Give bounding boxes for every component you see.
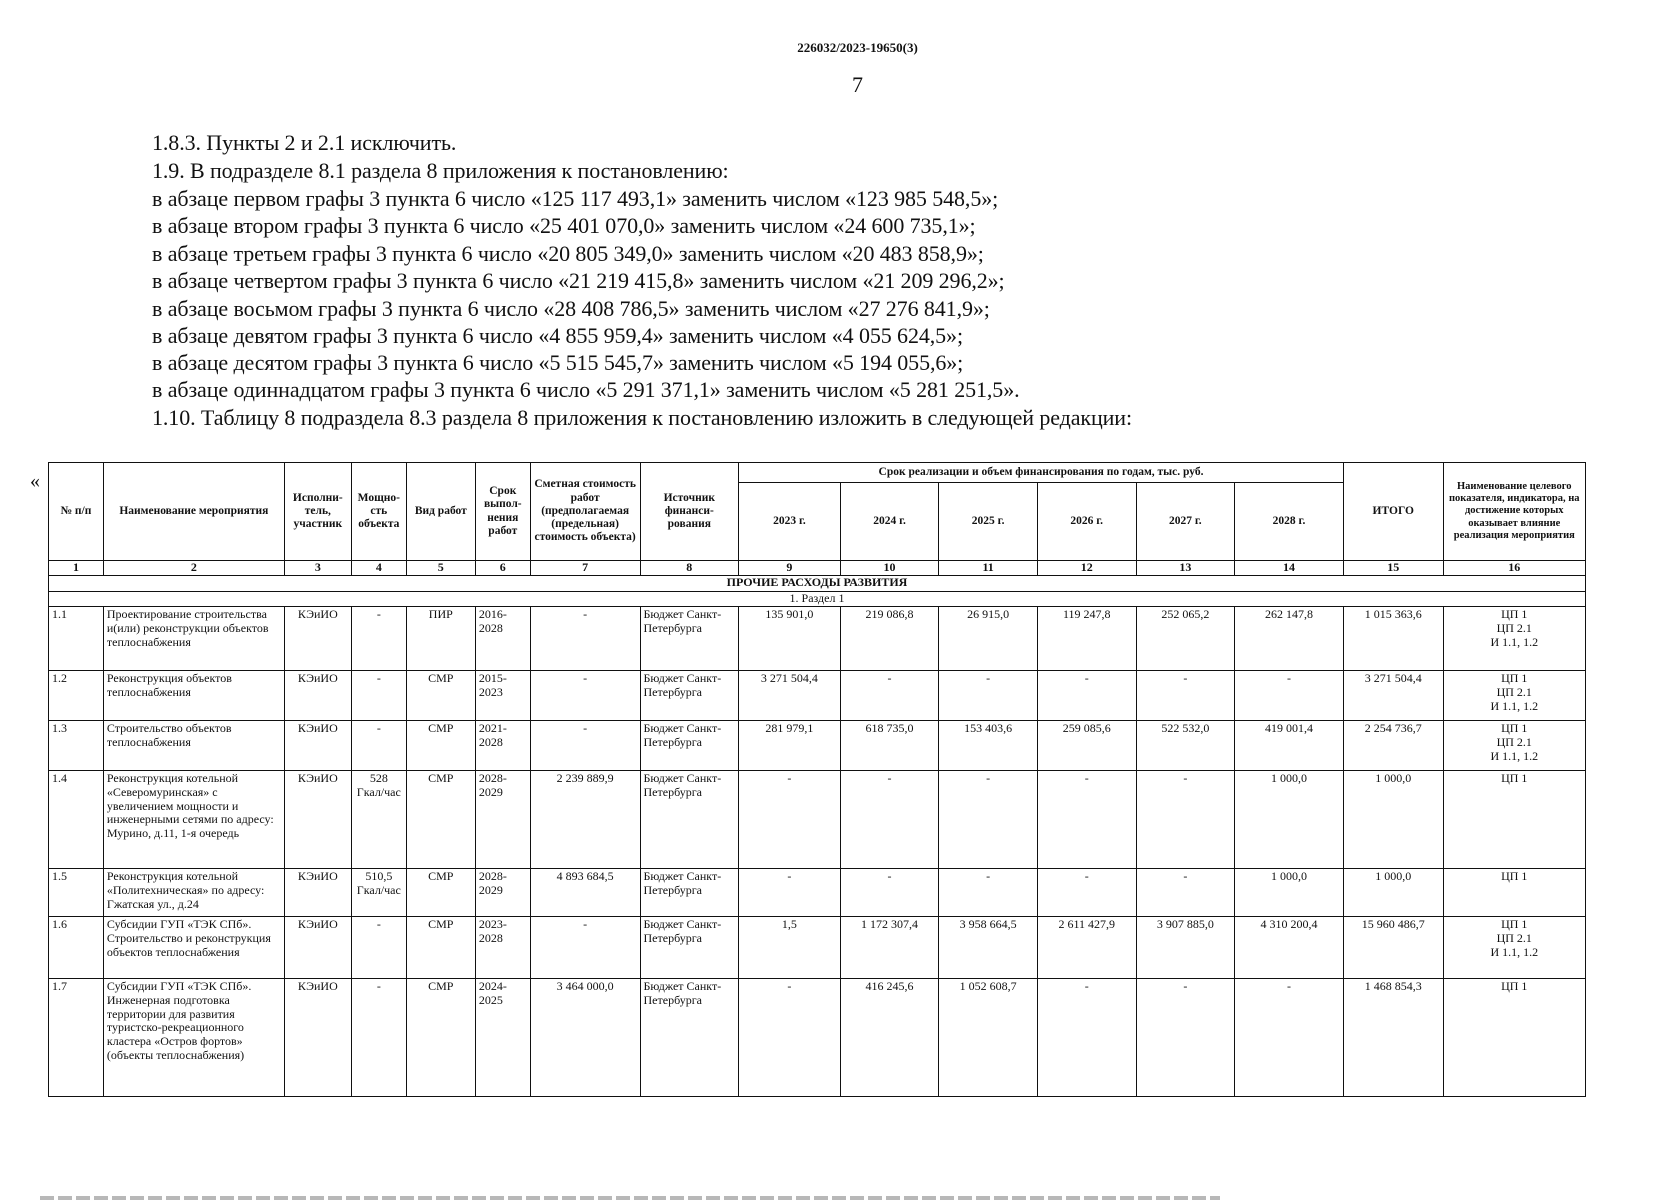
row-term: 2028-2029 [475, 869, 530, 917]
row-capacity: - [351, 917, 406, 979]
row-num: 1.7 [49, 979, 104, 1097]
row-total: 3 271 504,4 [1343, 671, 1443, 721]
table-row [49, 917, 1586, 979]
financing-table [48, 462, 1586, 1097]
row-year-value: 1 052 608,7 [939, 979, 1038, 1097]
row-name: Субсидии ГУП «ТЭК СПб». Инженерная подготовка территории для развития туристско-рекреационного кластера «Остров фортов» (объекты теплоснабжения) [103, 979, 284, 1097]
column-number: 2 [103, 561, 284, 576]
header-source: Источник финанси-рования [640, 463, 739, 561]
row-year-value: - [1136, 979, 1235, 1097]
row-work-type: СМР [406, 917, 475, 979]
row-term: 2028-2029 [475, 771, 530, 869]
row-indicator: ЦП 1 ЦП 2.1 И 1.1, 1.2 [1443, 917, 1585, 979]
header-year: 2024 г. [840, 483, 939, 561]
row-year-value: - [840, 869, 939, 917]
row-year-value: 119 247,8 [1037, 607, 1136, 671]
row-year-value: 219 086,8 [840, 607, 939, 671]
column-number: 14 [1235, 561, 1344, 576]
row-cost: - [530, 607, 640, 671]
row-total: 1 015 363,6 [1343, 607, 1443, 671]
header-year: 2026 г. [1037, 483, 1136, 561]
row-year-value: - [1037, 979, 1136, 1097]
header-indicator: Наименование целевого показателя, индикатора, на достижение которых оказывает влияние реализация мероприятия [1443, 463, 1585, 561]
column-number: 7 [530, 561, 640, 576]
row-year-value: - [739, 869, 841, 917]
row-year-value: - [1136, 869, 1235, 917]
row-indicator: ЦП 1 [1443, 869, 1585, 917]
row-work-type: СМР [406, 869, 475, 917]
scan-artifact-line [40, 1196, 1220, 1200]
document-number: 226032/2023-19650(3) [797, 40, 918, 55]
table-row [49, 607, 1586, 671]
row-year-value: - [1037, 771, 1136, 869]
row-capacity: 510,5 Гкал/час [351, 869, 406, 917]
header-total: ИТОГО [1343, 463, 1443, 561]
column-number: 15 [1343, 561, 1443, 576]
row-executor: КЭиИО [284, 869, 351, 917]
row-cost: 2 239 889,9 [530, 771, 640, 869]
row-indicator: ЦП 1 ЦП 2.1 И 1.1, 1.2 [1443, 607, 1585, 671]
subsection-row [49, 592, 1586, 607]
paragraph-1-10: 1.10. Таблицу 8 подраздела 8.3 раздела 8 приложения к постановлению изложить в следующей редакции: [152, 405, 1132, 430]
row-year-value: - [840, 771, 939, 869]
header-year: 2025 г. [939, 483, 1038, 561]
row-year-value: 4 310 200,4 [1235, 917, 1344, 979]
row-source: Бюджет Санкт-Петербурга [640, 607, 739, 671]
table-row [49, 979, 1586, 1097]
column-number: 10 [840, 561, 939, 576]
row-year-value: 259 085,6 [1037, 721, 1136, 771]
row-source: Бюджет Санкт-Петербурга [640, 979, 739, 1097]
column-number: 1 [49, 561, 104, 576]
row-year-value: - [1136, 671, 1235, 721]
row-work-type: СМР [406, 721, 475, 771]
row-cost: 3 464 000,0 [530, 979, 640, 1097]
row-year-value: 3 958 664,5 [939, 917, 1038, 979]
row-name: Реконструкция котельной «Северомуринская» с увеличением мощности и инженерными сетями по адресу: Мурино, д.11, 1-я очередь [103, 771, 284, 869]
row-year-value: - [1037, 869, 1136, 917]
row-term: 2021-2028 [475, 721, 530, 771]
row-year-value: - [939, 671, 1038, 721]
row-num: 1.1 [49, 607, 104, 671]
row-work-type: СМР [406, 771, 475, 869]
header-num: № п/п [49, 463, 104, 561]
row-year-value: - [1235, 671, 1344, 721]
header-year: 2028 г. [1235, 483, 1344, 561]
row-year-value: 252 065,2 [1136, 607, 1235, 671]
paragraph-1-8-3: 1.8.3. Пункты 2 и 2.1 исключить. [152, 130, 457, 155]
header-work-type: Вид работ [406, 463, 475, 561]
row-indicator: ЦП 1 [1443, 979, 1585, 1097]
row-num: 1.2 [49, 671, 104, 721]
row-name: Реконструкция котельной «Политехническая» по адресу: Гжатская ул., д.24 [103, 869, 284, 917]
row-source: Бюджет Санкт-Петербурга [640, 771, 739, 869]
row-year-value: - [840, 671, 939, 721]
table-row [49, 721, 1586, 771]
row-num: 1.4 [49, 771, 104, 869]
row-year-value: 1 000,0 [1235, 771, 1344, 869]
header-name: Наименование мероприятия [103, 463, 284, 561]
header-period-group: Срок реализации и объем финансирования по годам, тыс. руб. [739, 463, 1344, 483]
row-work-type: ПИР [406, 607, 475, 671]
row-source: Бюджет Санкт-Петербурга [640, 721, 739, 771]
row-year-value: 3 907 885,0 [1136, 917, 1235, 979]
row-year-value: 1 000,0 [1235, 869, 1344, 917]
column-number: 6 [475, 561, 530, 576]
row-name: Строительство объектов теплоснабжения [103, 721, 284, 771]
column-number: 3 [284, 561, 351, 576]
table-row [49, 771, 1586, 869]
header-term: Срок выпол-нения работ [475, 463, 530, 561]
row-year-value: 522 532,0 [1136, 721, 1235, 771]
row-year-value: 281 979,1 [739, 721, 841, 771]
section-row [49, 576, 1586, 592]
row-total: 1 000,0 [1343, 869, 1443, 917]
row-term: 2016-2028 [475, 607, 530, 671]
column-number: 8 [640, 561, 739, 576]
row-year-value: 416 245,6 [840, 979, 939, 1097]
header-year: 2027 г. [1136, 483, 1235, 561]
row-term: 2015-2023 [475, 671, 530, 721]
row-term: 2024-2025 [475, 979, 530, 1097]
row-term: 2023-2028 [475, 917, 530, 979]
column-number: 5 [406, 561, 475, 576]
row-year-value: - [939, 869, 1038, 917]
row-work-type: СМР [406, 671, 475, 721]
row-num: 1.3 [49, 721, 104, 771]
row-year-value: 2 611 427,9 [1037, 917, 1136, 979]
column-number: 11 [939, 561, 1038, 576]
row-year-value: 1 172 307,4 [840, 917, 939, 979]
row-work-type: СМР [406, 979, 475, 1097]
paragraph-line: в абзаце третьем графы 3 пункта 6 число «20 805 349,0» заменить числом «20 483 858,9»; [152, 241, 984, 266]
row-name: Субсидии ГУП «ТЭК СПб». Строительство и реконструкция объектов теплоснабжения [103, 917, 284, 979]
row-executor: КЭиИО [284, 607, 351, 671]
row-cost: - [530, 721, 640, 771]
row-name: Реконструкция объектов теплоснабжения [103, 671, 284, 721]
row-indicator: ЦП 1 [1443, 771, 1585, 869]
section-title: ПРОЧИЕ РАСХОДЫ РАЗВИТИЯ [49, 576, 1586, 592]
row-cost: - [530, 671, 640, 721]
table-row [49, 671, 1586, 721]
row-source: Бюджет Санкт-Петербурга [640, 671, 739, 721]
row-year-value: - [939, 771, 1038, 869]
row-source: Бюджет Санкт-Петербурга [640, 869, 739, 917]
row-cost: - [530, 917, 640, 979]
row-total: 2 254 736,7 [1343, 721, 1443, 771]
column-number: 16 [1443, 561, 1585, 576]
row-year-value: - [1235, 979, 1344, 1097]
column-numbers-row [49, 561, 1586, 576]
row-executor: КЭиИО [284, 721, 351, 771]
row-executor: КЭиИО [284, 671, 351, 721]
row-cost: 4 893 684,5 [530, 869, 640, 917]
column-number: 9 [739, 561, 841, 576]
row-total: 1 468 854,3 [1343, 979, 1443, 1097]
row-capacity: - [351, 721, 406, 771]
column-number: 4 [351, 561, 406, 576]
header-capacity: Мощно-сть объекта [351, 463, 406, 561]
opening-quote-mark: « [30, 470, 40, 492]
row-capacity: - [351, 671, 406, 721]
row-year-value: 618 735,0 [840, 721, 939, 771]
paragraph-line: в абзаце одиннадцатом графы 3 пункта 6 число «5 291 371,1» заменить числом «5 281 251,5». [152, 377, 1020, 402]
row-executor: КЭиИО [284, 979, 351, 1097]
row-year-value: - [739, 979, 841, 1097]
row-source: Бюджет Санкт-Петербурга [640, 917, 739, 979]
row-name: Проектирование строительства и(или) реконструкции объектов теплоснабжения [103, 607, 284, 671]
row-year-value: 1,5 [739, 917, 841, 979]
row-total: 1 000,0 [1343, 771, 1443, 869]
paragraph-1-9: 1.9. В подразделе 8.1 раздела 8 приложения к постановлению: [152, 158, 729, 183]
row-num: 1.5 [49, 869, 104, 917]
row-year-value: 3 271 504,4 [739, 671, 841, 721]
paragraph-line: в абзаце восьмом графы 3 пункта 6 число «28 408 786,5» заменить числом «27 276 841,9»; [152, 296, 990, 321]
page-number: 7 [852, 72, 863, 97]
row-year-value: - [1037, 671, 1136, 721]
row-year-value: 135 901,0 [739, 607, 841, 671]
paragraph-line: в абзаце втором графы 3 пункта 6 число «25 401 070,0» заменить числом «24 600 735,1»; [152, 213, 976, 238]
row-year-value: 153 403,6 [939, 721, 1038, 771]
header-cost: Сметная стоимость работ (предполагаемая (предельная) стоимость объекта) [530, 463, 640, 561]
header-year: 2023 г. [739, 483, 841, 561]
row-num: 1.6 [49, 917, 104, 979]
row-year-value: 262 147,8 [1235, 607, 1344, 671]
paragraph-line: в абзаце десятом графы 3 пункта 6 число «5 515 545,7» заменить числом «5 194 055,6»; [152, 350, 964, 375]
row-year-value: 26 915,0 [939, 607, 1038, 671]
row-executor: КЭиИО [284, 917, 351, 979]
paragraph-line: в абзаце первом графы 3 пункта 6 число «125 117 493,1» заменить числом «123 985 548,5»; [152, 186, 999, 211]
row-executor: КЭиИО [284, 771, 351, 869]
row-capacity: 528 Гкал/час [351, 771, 406, 869]
row-capacity: - [351, 979, 406, 1097]
row-indicator: ЦП 1 ЦП 2.1 И 1.1, 1.2 [1443, 671, 1585, 721]
subsection-title: 1. Раздел 1 [49, 592, 1586, 607]
row-year-value: - [1136, 771, 1235, 869]
column-number: 13 [1136, 561, 1235, 576]
row-total: 15 960 486,7 [1343, 917, 1443, 979]
paragraph-line: в абзаце четвертом графы 3 пункта 6 число «21 219 415,8» заменить числом «21 209 296,2»; [152, 268, 1005, 293]
paragraph-line: в абзаце девятом графы 3 пункта 6 число «4 855 959,4» заменить числом «4 055 624,5»; [152, 323, 963, 348]
header-executor: Исполни-тель, участник [284, 463, 351, 561]
row-year-value: - [739, 771, 841, 869]
table-row [49, 869, 1586, 917]
column-number: 12 [1037, 561, 1136, 576]
row-indicator: ЦП 1 ЦП 2.1 И 1.1, 1.2 [1443, 721, 1585, 771]
row-year-value: 419 001,4 [1235, 721, 1344, 771]
row-capacity: - [351, 607, 406, 671]
